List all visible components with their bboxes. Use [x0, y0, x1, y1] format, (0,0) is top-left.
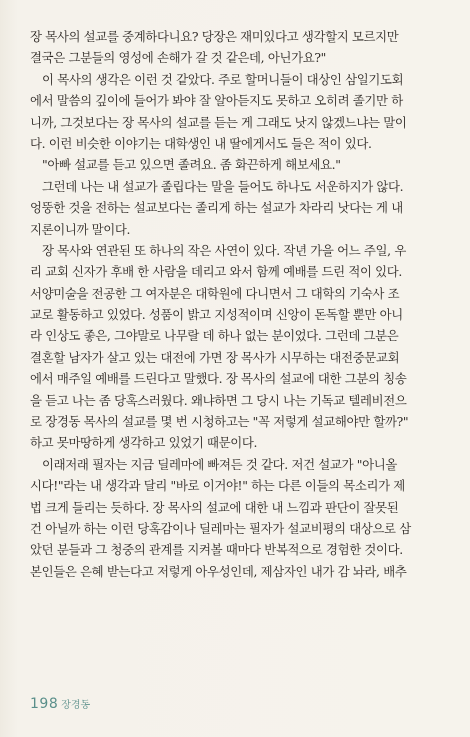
text-line: 결국은 그분들의 영성에 손해가 갈 것 같은데, 아닌가요?": [30, 50, 326, 66]
paragraph-first-line: 이래저래 필자는 지금 딜레마에 빠져든 것 같다. 저건 설교가 "아니올: [42, 456, 397, 472]
paragraph-first-line: "아빠 설교를 듣고 있으면 졸려요. 좀 화끈하게 해보세요.": [42, 157, 341, 173]
page-footer: [30, 693, 90, 712]
text-line: 로 장경동 목사의 설교를 몇 번 시청하고는 "꼭 저렇게 설교해야만 할까?": [30, 414, 409, 430]
running-head-author: 장경동: [61, 700, 91, 711]
text-line: 니까, 그것보다는 장 목사의 설교를 듣는 게 그래도 낫지 않겠느냐는 말이: [30, 114, 407, 130]
text-line: 다. 이런 비슷한 이야기는 대학생인 내 딸에게서도 들은 적이 있다.: [30, 135, 372, 151]
text-line: 법 크게 들리는 듯하다. 장 목사의 설교에 대한 내 느낌과 판단이 잘못된: [30, 499, 399, 515]
text-line: 하고 못마땅하게 생각하고 있었기 때문이다.: [30, 435, 258, 451]
paragraph-first-line: 그런데 나는 내 설교가 졸립다는 말을 들어도 하나도 서운하지가 않다.: [42, 178, 404, 194]
text-line: 본인들은 은혜 받는다고 저렇게 아우성인데, 제삼자인 내가 감 놔라, 배추: [30, 563, 407, 579]
text-line: 에서 매주일 예배를 드린다고 말했다. 장 목사의 설교에 대한 그분의 칭송: [30, 371, 407, 387]
page-number: 198: [30, 696, 59, 712]
body-text: [30, 26, 450, 582]
text-line: 결혼할 남자가 살고 있는 대전에 가면 장 목사가 시무하는 대전중문교회: [30, 349, 400, 365]
text-line: 시다!"라는 내 생각과 달리 "바로 이거야!" 하는 다른 이들의 목소리가 제: [30, 478, 405, 494]
text-line: 을 듣고 나는 좀 당혹스러웠다. 왜냐하면 그 당시 나는 기독교 텔레비전으: [30, 392, 407, 408]
paragraph-first-line: 장 목사와 연관된 또 하나의 작은 사연이 있다. 작년 가을 어느 주일, 우: [42, 242, 406, 258]
paragraph-first-line: 장 목사의 설교를 중계하다니요? 당장은 재미있다고 생각할지 모르지만: [30, 29, 399, 44]
text-line: 서양미술을 전공한 그 여자분은 대학원에 다니면서 그 대학의 기숙사 조: [30, 285, 400, 301]
text-line: 라 인상도 좋은, 그야말로 나무랄 데 하나 없는 분이었다. 그런데 그분은: [30, 328, 399, 344]
paragraph-first-line: 이 목사의 생각은 이런 것 같았다. 주로 할머니들이 대상인 삼일기도회: [42, 71, 404, 87]
text-line: 리 교회 신자가 후배 한 사람을 데리고 와서 함께 예배를 드린 적이 있다.: [30, 264, 402, 280]
text-line: 지론이니까 말이다.: [30, 221, 131, 237]
text-line: 교로 활동하고 있었다. 성품이 밝고 지성적이며 신앙이 돈독할 뿐만 아니: [30, 307, 403, 323]
text-line: 에서 말씀의 깊이에 들어가 봐야 잘 알아듣지도 못하고 오히려 졸기만 하: [30, 93, 403, 109]
text-line: 건 아닐까 하는 이런 당혹감이나 딜레마는 필자가 설교비평의 대상으로 삼: [30, 520, 411, 536]
text-line: 엉뚱한 것을 전하는 설교보다는 졸리게 하는 설교가 차라리 낫다는 게 내: [30, 200, 403, 216]
text-line: 았던 분들과 그 청중의 관계를 지켜볼 때마다 반복적으로 경험한 것이다.: [30, 542, 403, 558]
